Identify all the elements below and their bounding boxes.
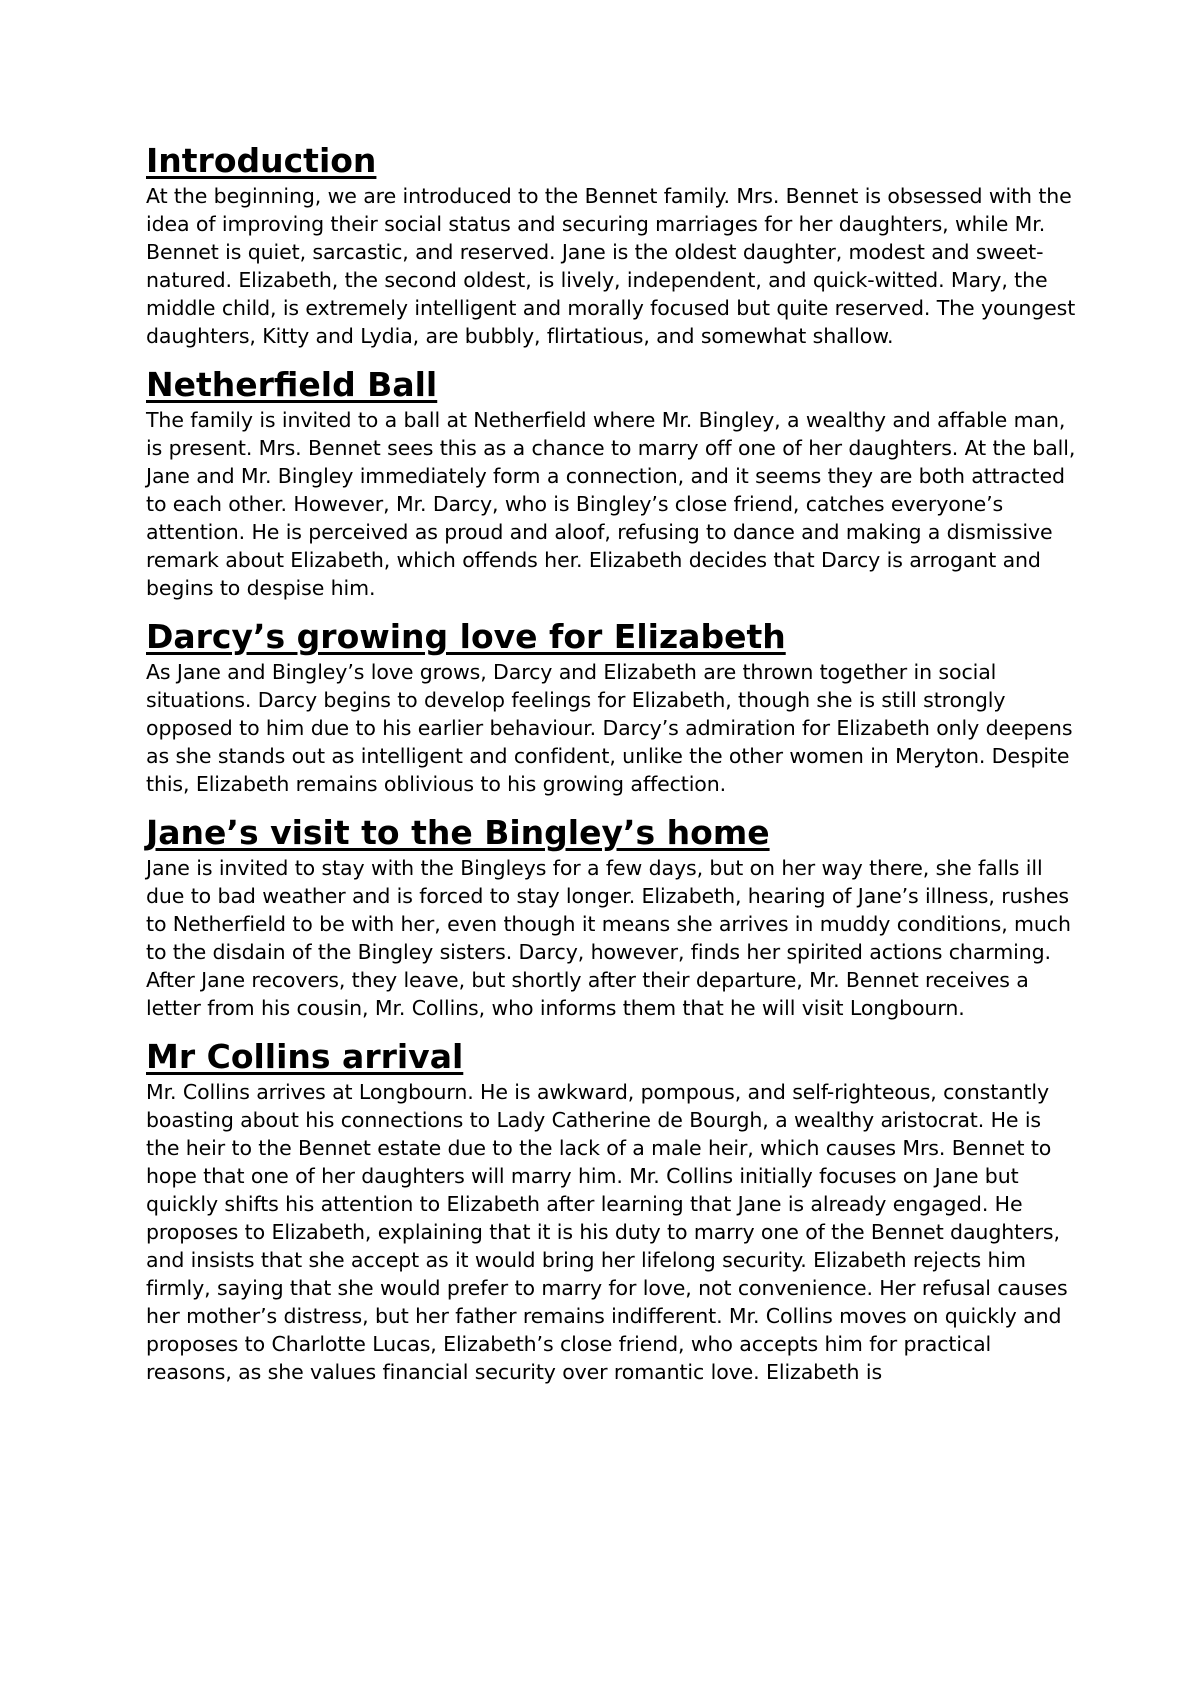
section-introduction [146,140,1076,350]
section-paragraph: Jane is invited to stay with the Bingleys for a few days, but on her way there, she falls ill due to bad weather and is forced to stay longer. Elizabeth, hearing of Jane’s illness, rushes to Netherfield to be with her, even though it means she arrives in muddy conditions, much to the disdain of the Bingley sisters. Darcy, however, finds her spirited actions charming. After Jane recovers, they leave, but shortly after their departure, Mr. Bennet receives a letter from his cousin, Mr. Collins, who informs them that he will visit Longbourn. [146,856,1071,1020]
section-heading: Darcy’s growing love for Elizabeth [146,617,786,656]
section-netherfield-ball [146,364,1076,602]
document-page [146,140,1076,1400]
section-paragraph: As Jane and Bingley’s love grows, Darcy and Elizabeth are thrown together in social situations. Darcy begins to develop feelings for Elizabeth, though she is still strongly opposed to him due to his earlier behaviour. Darcy’s admiration for Elizabeth only deepens as she stands out as intelligent and confident, unlike the other women in Meryton. Despite this, Elizabeth remains oblivious to his growing affection. [146,660,1073,796]
section-heading: Netherfield Ball [146,365,438,404]
section-heading: Jane’s visit to the Bingley’s home [146,813,770,852]
section-darcys-growing-love [146,616,1076,798]
section-paragraph: At the beginning, we are introduced to the Bennet family. Mrs. Bennet is obsessed with the idea of improving their social status and securing marriages for her daughters, while Mr. Bennet is quiet, sarcastic, and reserved. Jane is the oldest daughter, modest and sweet-natured. Elizabeth, the second oldest, is lively, independent, and quick-witted. Mary, the middle child, is extremely intelligent and morally focused but quite reserved. The youngest daughters, Kitty and Lydia, are bubbly, flirtatious, and somewhat shallow. [146,184,1076,348]
section-heading: Mr Collins arrival [146,1037,464,1076]
section-paragraph: Mr. Collins arrives at Longbourn. He is awkward, pompous, and self-righteous, constantly boasting about his connections to Lady Catherine de Bourgh, a wealthy aristocrat. He is the heir to the Bennet estate due to the lack of a male heir, which causes Mrs. Bennet to hope that one of her daughters will marry him. Mr. Collins initially focuses on Jane but quickly shifts his attention to Elizabeth after learning that Jane is already engaged. He proposes to Elizabeth, explaining that it is his duty to marry one of the Bennet daughters, and insists that she accept as it would bring her lifelong security. Elizabeth rejects him firmly, saying that she would prefer to marry for love, not convenience. Her refusal causes her mother’s distress, but her father remains indifferent. Mr. Collins moves on quickly and proposes to Charlotte Lucas, Elizabeth’s close friend, who accepts him for practical reasons, as she values financial security over romantic love. Elizabeth is [146,1080,1068,1384]
section-paragraph: The family is invited to a ball at Netherfield where Mr. Bingley, a wealthy and affable man, is present. Mrs. Bennet sees this as a chance to marry off one of her daughters. At the ball, Jane and Mr. Bingley immediately form a connection, and it seems they are both attracted to each other. However, Mr. Darcy, who is Bingley’s close friend, catches everyone’s attention. He is perceived as proud and aloof, refusing to dance and making a dismissive remark about Elizabeth, which offends her. Elizabeth decides that Darcy is arrogant and begins to despise him. [146,408,1076,600]
section-heading: Introduction [146,141,377,180]
section-mr-collins-arrival [146,1036,1076,1386]
section-janes-visit [146,812,1076,1022]
